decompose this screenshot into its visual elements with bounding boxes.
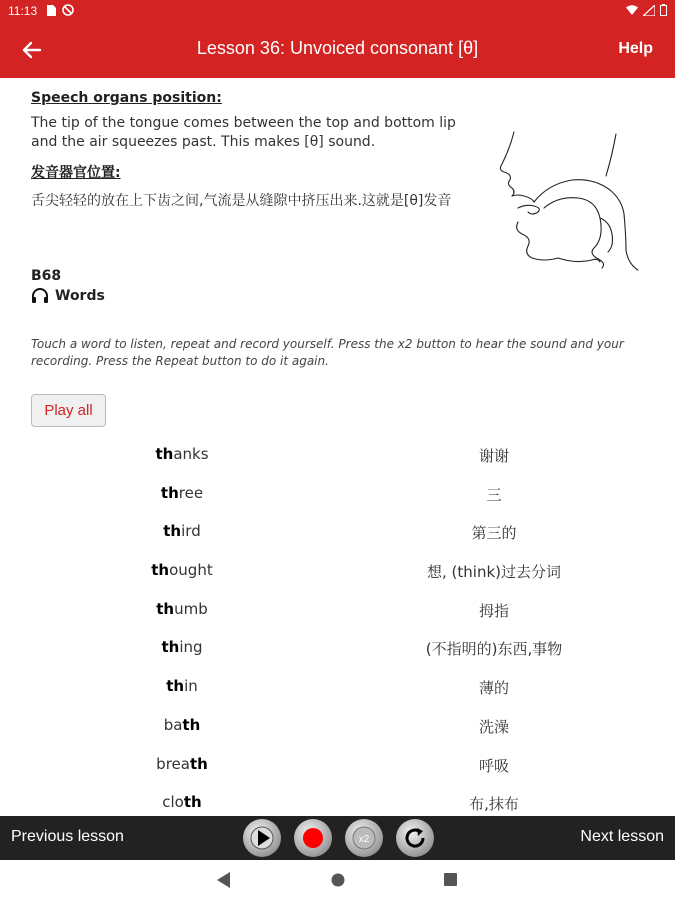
word-suffix: ing	[179, 638, 203, 657]
bottom-control-bar	[0, 816, 675, 860]
words-section-header	[31, 288, 105, 304]
word-highlight: th	[155, 445, 174, 463]
system-navigation-bar	[0, 860, 675, 900]
status-bar	[0, 0, 675, 22]
word-row[interactable]	[0, 706, 675, 745]
word-suffix: ird	[181, 522, 201, 541]
word-highlight: th	[166, 677, 185, 696]
speech-organs-heading-zh: 发音器官位置:	[31, 165, 121, 181]
word-chinese: 第三的	[471, 524, 517, 543]
x2-button[interactable]	[345, 819, 383, 857]
word-row[interactable]	[0, 628, 675, 667]
word-chinese: 呼吸	[478, 756, 509, 775]
mouth-diagram-image	[488, 126, 643, 281]
word-english	[82, 484, 282, 502]
word-english	[82, 793, 282, 811]
word-chinese: 三	[486, 485, 502, 504]
word-prefix: ba	[163, 715, 183, 734]
word-suffix: in	[184, 677, 198, 696]
word-suffix: anks	[173, 445, 209, 463]
word-english	[82, 677, 282, 695]
do-not-disturb-icon	[62, 4, 74, 16]
x2-icon	[345, 819, 383, 857]
word-suffix: umb	[174, 599, 208, 618]
lesson-code: B68	[31, 268, 62, 284]
instructions-text: Touch a word to listen, repeat and record yourself. Press the x2 button to hear the sound and your recording. Press the Repeat button to do it again.	[31, 337, 624, 368]
word-row[interactable]	[0, 512, 675, 551]
nav-back-icon[interactable]	[217, 872, 231, 888]
speech-organs-text: The tip of the tongue comes between the top and bottom lip and the air squeezes past. This makes [θ] sound.	[31, 115, 456, 150]
words-label: Words	[55, 288, 105, 304]
sim-card-icon	[46, 5, 56, 16]
app-bar	[0, 22, 675, 78]
speech-organs-heading: Speech organs position:	[31, 90, 222, 106]
word-english	[82, 716, 282, 734]
wifi-icon	[626, 5, 638, 16]
word-english	[82, 638, 282, 656]
play-icon	[243, 819, 281, 857]
next-lesson-button[interactable]: Next lesson	[580, 828, 664, 845]
lesson-title: Lesson 36: Unvoiced consonant [θ]	[196, 38, 479, 58]
battery-icon	[660, 4, 667, 16]
signal-icon	[643, 5, 655, 16]
word-highlight: th	[163, 522, 182, 541]
word-row[interactable]	[0, 590, 675, 629]
nav-home-icon[interactable]	[331, 873, 345, 887]
word-row[interactable]	[0, 667, 675, 706]
nav-recents-icon[interactable]	[444, 873, 457, 886]
word-english	[82, 522, 282, 540]
word-highlight: th	[161, 638, 180, 657]
word-english	[82, 755, 282, 773]
previous-lesson-button[interactable]: Previous lesson	[11, 828, 124, 845]
word-prefix: brea	[156, 754, 190, 773]
repeat-icon	[396, 819, 434, 857]
word-chinese: (不指明的)东西,事物	[425, 640, 563, 659]
x2-label: x2	[358, 834, 370, 845]
record-icon	[294, 819, 332, 857]
word-chinese: 谢谢	[478, 447, 509, 465]
word-highlight: th	[182, 715, 201, 734]
word-english	[82, 445, 282, 463]
repeat-button[interactable]	[396, 819, 434, 857]
play-all-button[interactable]: Play all	[31, 394, 106, 427]
headphones-icon	[31, 288, 49, 304]
status-time: 11:13	[8, 4, 38, 18]
word-highlight: th	[189, 754, 208, 773]
word-row[interactable]	[0, 783, 675, 816]
word-row[interactable]	[0, 551, 675, 590]
word-suffix: ought	[169, 561, 213, 580]
word-prefix: clo	[162, 793, 184, 812]
word-chinese: 薄的	[478, 679, 509, 698]
word-highlight: th	[151, 561, 170, 580]
word-english	[82, 561, 282, 579]
word-row[interactable]	[0, 745, 675, 784]
word-highlight: th	[160, 483, 179, 502]
word-chinese: 拇指	[478, 601, 509, 620]
word-chinese: 想, (think)过去分词	[427, 563, 561, 582]
word-highlight: th	[156, 599, 175, 618]
play-button[interactable]	[243, 819, 281, 857]
speech-organs-text-zh: 舌尖轻轻的放在上下齿之间,气流是从缝隙中挤压出来.这就是[θ]发音	[31, 193, 452, 209]
word-highlight: th	[183, 793, 202, 812]
word-list	[0, 435, 675, 816]
word-row[interactable]	[0, 435, 675, 474]
word-chinese: 洗澡	[478, 717, 509, 736]
word-suffix: ree	[178, 483, 204, 502]
word-chinese: 布,抹布	[469, 795, 519, 814]
help-button[interactable]: Help	[618, 40, 653, 57]
record-button[interactable]	[294, 819, 332, 857]
word-english	[82, 600, 282, 618]
word-row[interactable]	[0, 474, 675, 513]
lesson-content[interactable]	[0, 78, 675, 816]
